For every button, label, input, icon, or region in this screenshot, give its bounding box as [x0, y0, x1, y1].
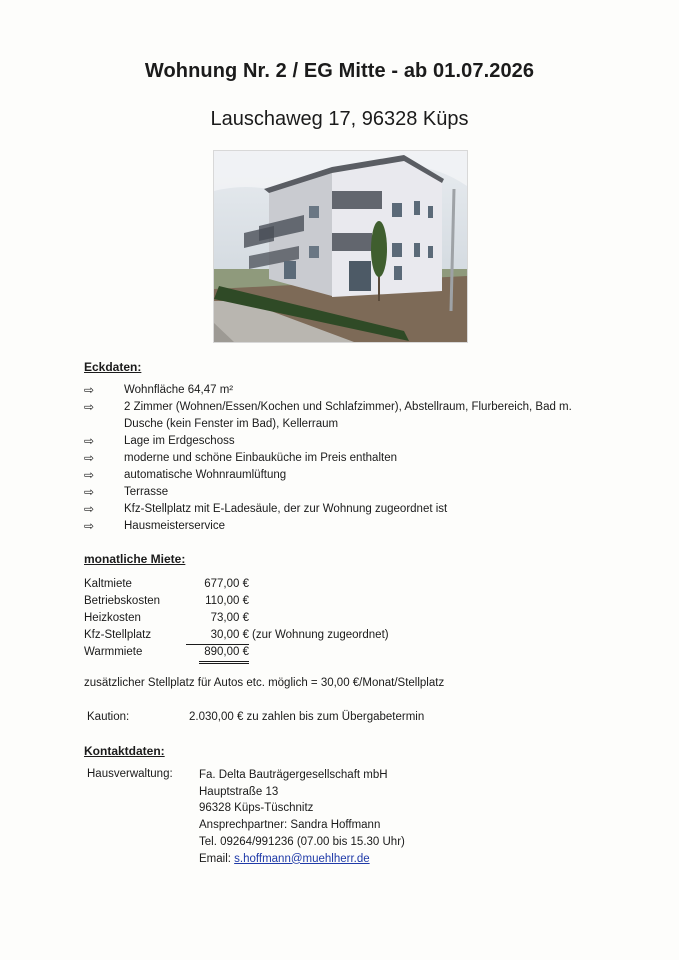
list-item: ⇨ Lage im Erdgeschoss	[84, 434, 235, 448]
building-illustration	[214, 151, 467, 342]
eckdaten-list	[84, 382, 584, 535]
company-name: Fa. Delta Bauträgergesellschaft mbH	[199, 769, 388, 781]
email-link[interactable]: s.hoffmann@muehlherr.de	[234, 852, 370, 865]
contact-phone: Tel. 09264/991236 (07.00 bis 15.30 Uhr)	[199, 835, 405, 848]
right-arrow-outline-icon: ⇨	[84, 400, 95, 414]
right-arrow-outline-icon: ⇨	[84, 519, 95, 533]
right-arrow-outline-icon: ⇨	[84, 468, 95, 482]
kaution-label: Kaution:	[87, 711, 130, 723]
right-arrow-outline-icon: ⇨	[84, 451, 95, 465]
list-item: ⇨ automatische Wohnraumlüftung	[84, 468, 287, 482]
list-item: ⇨ moderne und schöne Einbauküche im Preis enthalten	[84, 451, 397, 465]
rent-row-warmmiete: Warmmiete 890,00 €	[84, 644, 484, 661]
list-item: ⇨ Hausmeisterservice	[84, 519, 225, 533]
kaution-value: 2.030,00 € zu zahlen bis zum Übergabetermin	[189, 711, 425, 723]
list-item: ⇨ 2 Zimmer (Wohnen/Essen/Kochen und Schlafzimmer), Abstellraum, Flurbereich, Bad m. Dusche (kein Fenster im Bad), Kellerraum	[84, 400, 572, 430]
contact-email-row	[199, 851, 405, 868]
kontakt-heading: Kontaktdaten:	[84, 744, 165, 758]
rent-row-kaltmiete: Kaltmiete 677,00 €	[84, 578, 249, 590]
company-city: 96328 Küps-Tüschnitz	[199, 802, 314, 815]
property-address: Lauschaweg 17, 96328 Küps	[210, 108, 469, 130]
right-arrow-outline-icon: ⇨	[84, 434, 95, 448]
building-photo	[213, 150, 468, 343]
contact-block	[199, 767, 405, 867]
list-item: ⇨ Terrasse	[84, 485, 169, 499]
hausverwaltung-label: Hausverwaltung:	[87, 768, 173, 780]
rent-table	[84, 576, 484, 661]
contact-person: Ansprechpartner: Sandra Hoffmann	[199, 819, 381, 832]
rent-row-stellplatz: Kfz-Stellplatz 30,00 € (zur Wohnung zugeordnet)	[84, 627, 484, 644]
right-arrow-outline-icon: ⇨	[84, 383, 95, 397]
extra-parking-note: zusätzlicher Stellplatz für Autos etc. möglich = 30,00 €/Monat/Stellplatz	[84, 677, 445, 689]
list-item: ⇨ Wohnfläche 64,47 m²	[84, 383, 234, 397]
rent-row-betriebskosten: Betriebskosten 110,00 €	[84, 595, 249, 607]
right-arrow-outline-icon: ⇨	[84, 502, 95, 516]
email-label: Email:	[199, 852, 235, 865]
miete-heading: monatliche Miete:	[84, 552, 186, 566]
right-arrow-outline-icon: ⇨	[84, 485, 95, 499]
list-item: ⇨ Kfz-Stellplatz mit E-Ladesäule, der zur Wohnung zugeordnet ist	[84, 502, 448, 516]
rent-row-heizkosten: Heizkosten 73,00 €	[84, 612, 249, 624]
page-title: Wohnung Nr. 2 / EG Mitte - ab 01.07.2026	[144, 60, 535, 82]
company-street: Hauptstraße 13	[199, 785, 279, 798]
eckdaten-heading: Eckdaten:	[84, 360, 142, 374]
